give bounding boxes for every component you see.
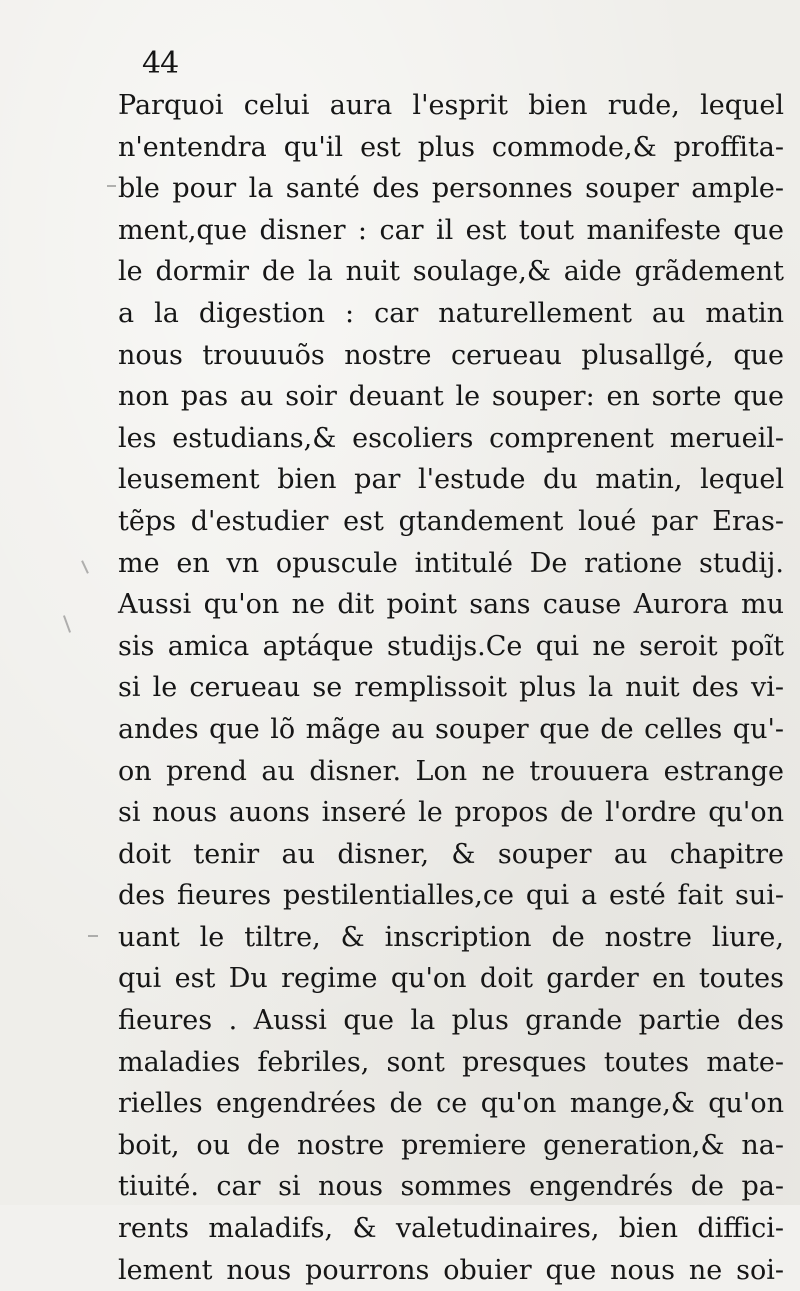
text-line: le dormir de la nuit soulage,& aide grãdement [118,256,784,288]
text-line: boit, ou de nostre premiere generation,& na- [118,1129,784,1161]
page-number: 44 [142,46,179,81]
margin-mark [107,185,116,187]
text-line: Parquoi celui aura l'esprit bien rude, lequel [118,90,784,121]
text-line: uant le tiltre, & inscription de nostre liure, [118,921,784,953]
text-line: doit tenir au disner, & souper au chapitre [118,838,784,870]
margin-mark [88,935,98,937]
text-line: n'entendra qu'il est plus commode,& proffita- [118,131,784,163]
text-line: tiuité. car si nous sommes engendrés de pa- [118,1171,784,1203]
text-line: qui est Du regime qu'on doit garder en toutes [118,963,784,995]
text-line: sis amica aptáque studijs.Ce qui ne seroit poĩt [118,630,784,662]
text-line: andes que lõ mãge au souper que de celles qu'- [118,713,784,745]
text-line: nous trouuuõs nostre cerueau plusallgé, que [118,339,784,371]
text-line: tẽps d'estudier est gtandement loué par Eras- [118,505,784,537]
text-line: maladies febriles, sont presques toutes mate- [118,1046,784,1078]
text-line: les estudians,& escoliers comprenent merueil- [118,422,784,454]
body-text [118,85,784,1291]
text-line: si le cerueau se remplissoit plus la nuit des vi- [118,672,784,704]
margin-mark [81,560,89,574]
text-line: ble pour la santé des personnes souper ample- [118,173,784,205]
text-line: des fieures pestilentialles,ce qui a esté fait sui- [118,880,784,912]
text-line: rielles engendrées de ce qu'on mange,& qu'on [118,1088,784,1120]
text-line: si nous auons inseré le propos de l'ordre qu'on [118,797,784,829]
text-line: Aussi qu'on ne dit point sans cause Aurora mu [118,589,784,621]
text-line: fieures . Aussi que la plus grande partie des [118,1005,784,1037]
text-line: leusement bien par l'estude du matin, lequel [118,464,784,496]
text-line: a la digestion : car naturellement au matin [118,297,784,329]
text-line: ment,que disner : car il est tout manifeste que [118,214,784,246]
text-line: on prend au disner. Lon ne trouuera estrange [118,755,784,787]
text-line: me en vn opuscule intitulé De ratione studij. [118,547,784,579]
text-line: non pas au soir deuant le souper: en sorte que [118,381,784,413]
text-line: rents maladifs, & valetudinaires, bien diffici- [118,1213,784,1245]
margin-mark [63,615,71,633]
text-line: lement nous pourrons obuier que nous ne soi- [118,1254,784,1286]
